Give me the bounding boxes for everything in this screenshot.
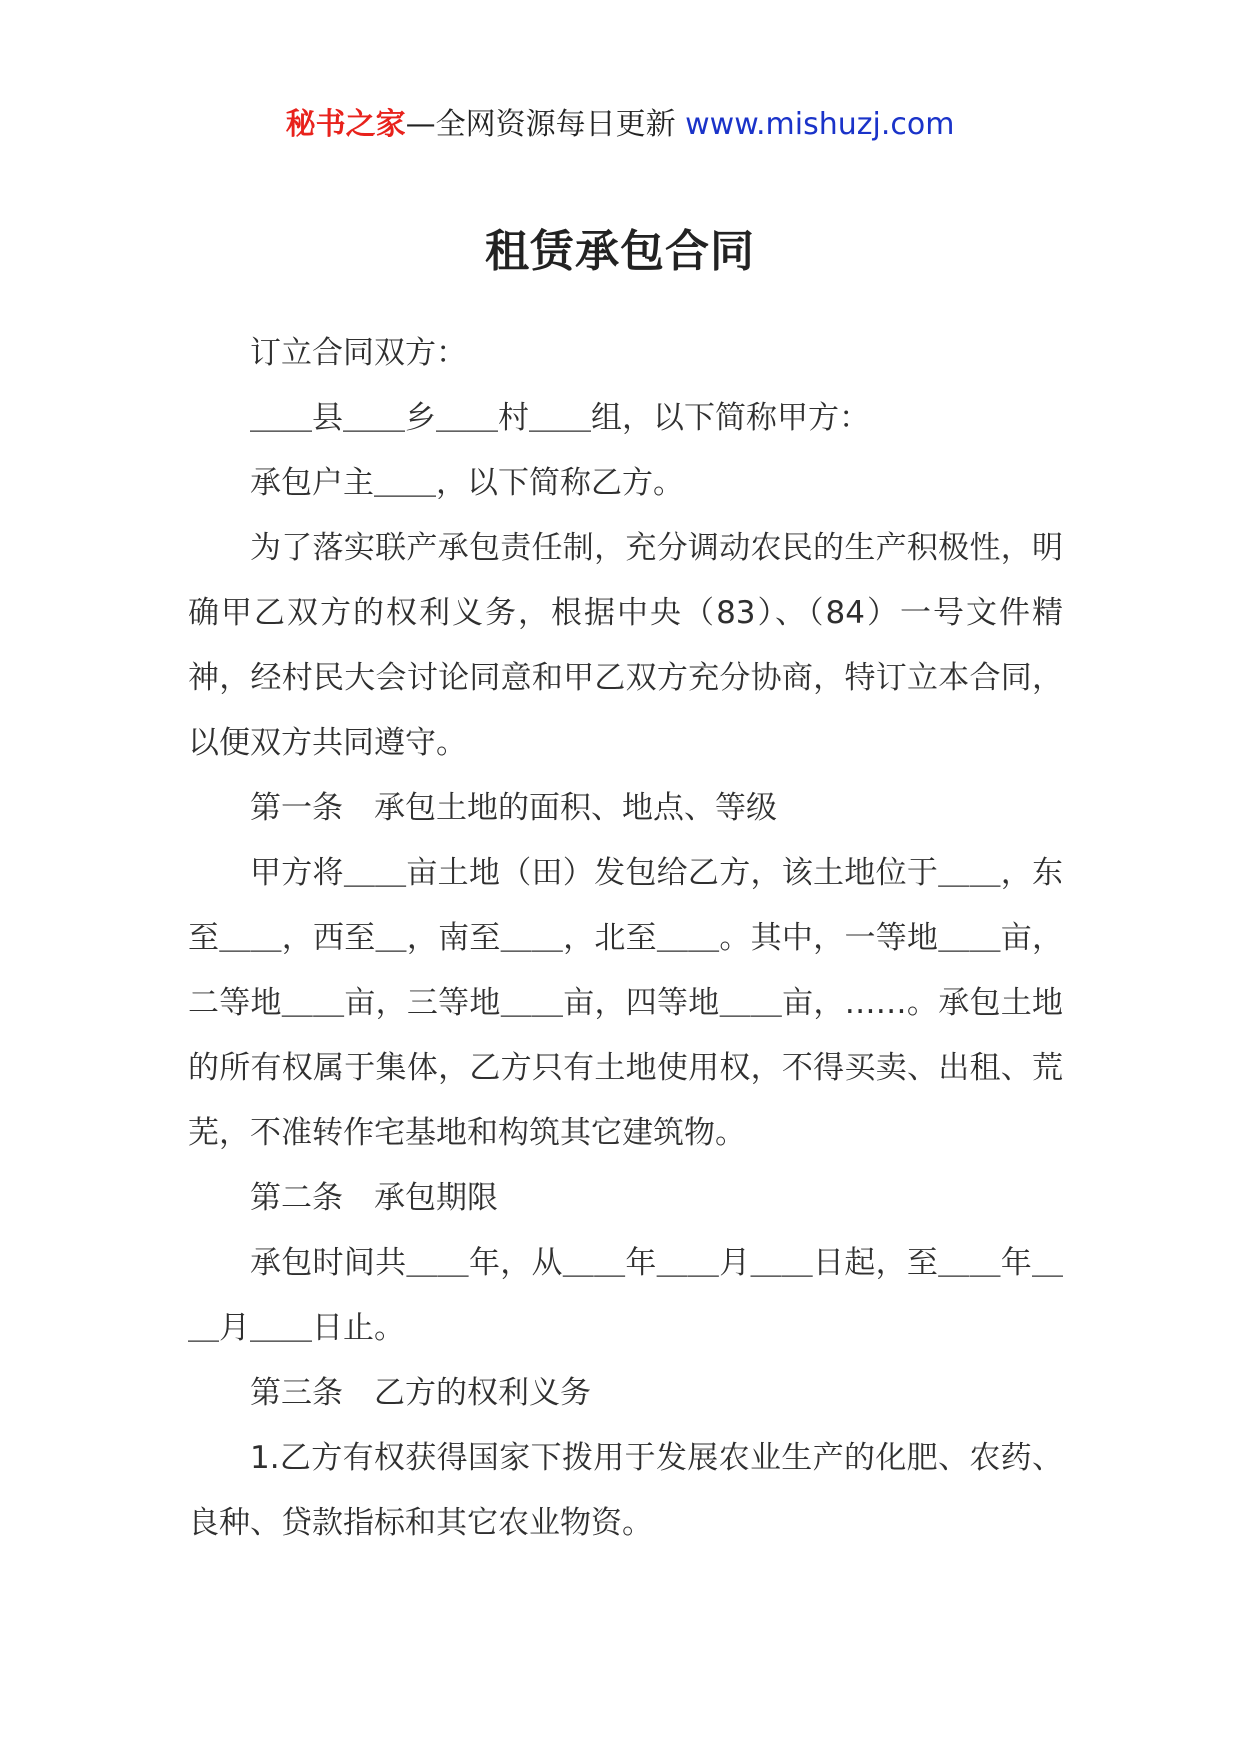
paragraph-party-a: ＿＿县＿＿乡＿＿村＿＿组，以下简称甲方： [250, 400, 870, 436]
site-url-link[interactable]: www.mishuzj.com [685, 107, 955, 142]
document-body [188, 321, 1063, 1556]
document-title: 租赁承包合同 [485, 226, 755, 277]
article-2-body: 承包时间共＿＿年，从＿＿年＿＿月＿＿日起，至＿＿年＿＿月＿＿日止。 [188, 1245, 1063, 1346]
article-1-heading: 第一条 承包土地的面积、地点、等级 [250, 790, 777, 826]
paragraph-preamble: 为了落实联产承包责任制，充分调动农民的生产积极性，明确甲乙双方的权利义务，根据中央（83）、（84）一号文件精神，经村民大会讨论同意和甲乙双方充分协商，特订立本合同，以便双方共同遵守。 [188, 530, 1063, 761]
site-slogan: —全网资源每日更新 [405, 107, 686, 142]
paragraph-party-b: 承包户主＿＿，以下简称乙方。 [250, 465, 684, 501]
article-3-heading: 第三条 乙方的权利义务 [250, 1375, 591, 1411]
article-3-item-1: 1.乙方有权获得国家下拨用于发展农业生产的化肥、农药、良种、贷款指标和其它农业物资。 [188, 1440, 1063, 1541]
article-2-heading: 第二条 承包期限 [250, 1180, 498, 1216]
paragraph-parties-intro: 订立合同双方： [250, 335, 467, 371]
article-1-body: 甲方将＿＿亩土地（田）发包给乙方，该土地位于＿＿，东至＿＿，西至＿，南至＿＿，北至＿＿。其中，一等地＿＿亩，二等地＿＿亩，三等地＿＿亩，四等地＿＿亩，……。承包土地的所有权属于集体，乙方只有土地使用权，不得买卖、出租、荒芜，不准转作宅基地和构筑其它建筑物。 [188, 855, 1063, 1151]
site-header [0, 103, 1240, 147]
site-brand: 秘书之家 [285, 107, 406, 142]
